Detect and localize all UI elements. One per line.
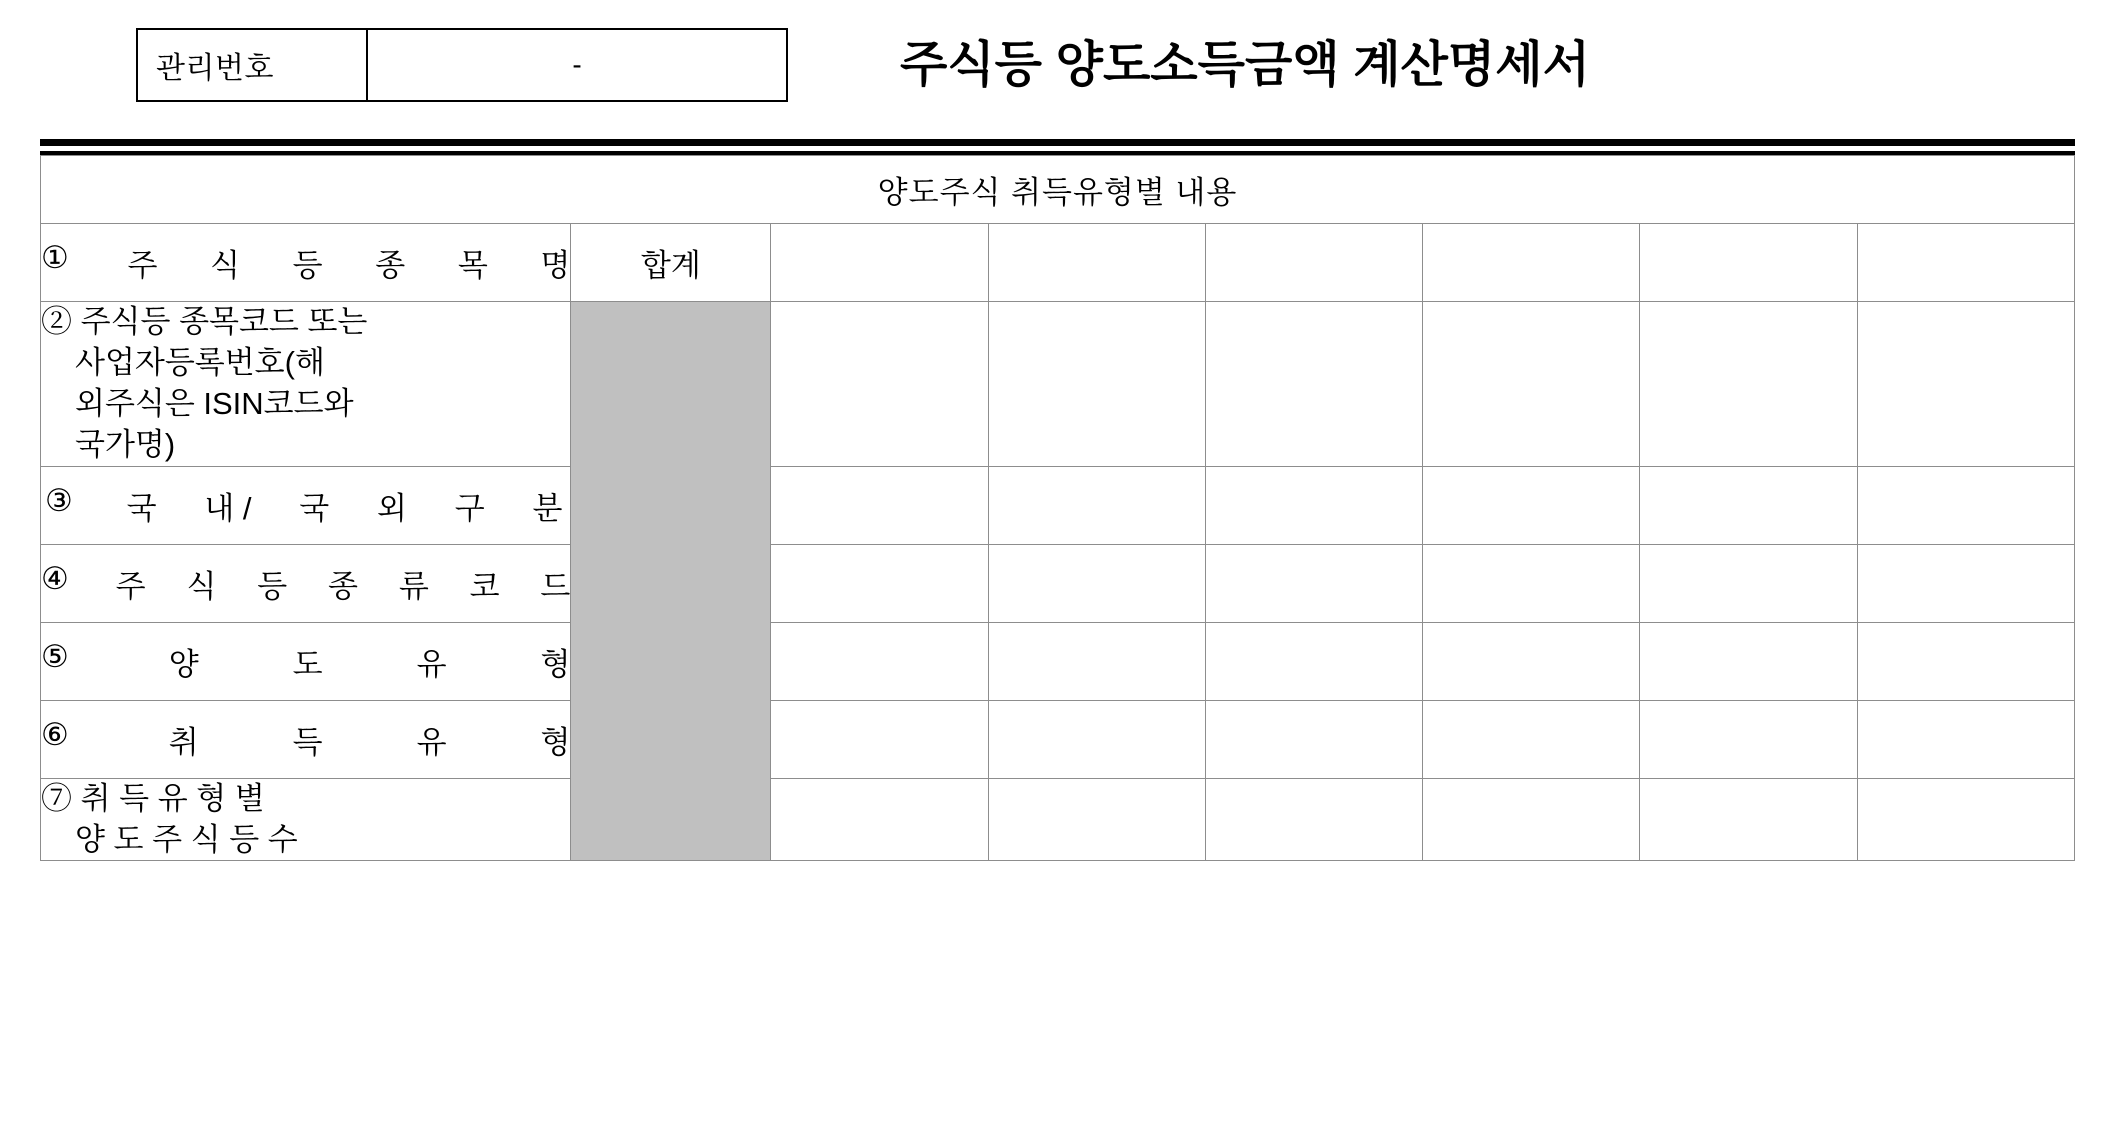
data-cell[interactable]: [771, 622, 988, 700]
row-marker-6: ⑥: [41, 716, 69, 752]
divider-thick-line: [40, 139, 2075, 146]
data-cell[interactable]: [1857, 302, 2074, 467]
data-cell[interactable]: [1423, 302, 1640, 467]
data-cell[interactable]: [1640, 622, 1857, 700]
row-label-part: 국: [126, 490, 157, 526]
data-cell[interactable]: [1857, 544, 2074, 622]
data-cell[interactable]: [988, 302, 1205, 467]
data-cell[interactable]: [1640, 778, 1857, 861]
row-label-part: 취: [168, 724, 199, 760]
data-cell[interactable]: [1640, 700, 1857, 778]
row-marker-5: ⑤: [41, 638, 69, 674]
section-title: 양도주식 취득유형별 내용: [41, 156, 2075, 224]
data-cell[interactable]: [1205, 778, 1422, 861]
row-label-stock-code: [41, 302, 571, 467]
data-cell[interactable]: [988, 622, 1205, 700]
data-cell[interactable]: [1423, 622, 1640, 700]
page-title: 주식등 양도소득금액 계산명세서: [900, 38, 1590, 92]
table-row: [41, 778, 2075, 861]
data-cell[interactable]: [771, 778, 988, 861]
data-cell[interactable]: [771, 544, 988, 622]
row-label-part: 종: [328, 568, 358, 604]
data-cell[interactable]: [1423, 544, 1640, 622]
data-cell[interactable]: [1857, 466, 2074, 544]
row-label-part: 외: [377, 490, 407, 526]
data-cell[interactable]: [1857, 700, 2074, 778]
data-cell[interactable]: [771, 302, 988, 467]
row-label-part: 식: [210, 248, 240, 283]
data-cell[interactable]: [1640, 544, 1857, 622]
row-label-line: 양 도 주 식 등 수: [75, 821, 298, 857]
row-label-part: 득: [292, 724, 323, 760]
data-cell[interactable]: [1423, 466, 1640, 544]
data-cell[interactable]: [1205, 700, 1422, 778]
row-label-part: 도: [292, 646, 323, 682]
data-cell[interactable]: [1857, 224, 2074, 302]
sum-column-shaded: [571, 302, 771, 861]
document-header: [40, 0, 2075, 125]
data-cell[interactable]: [1205, 622, 1422, 700]
table-row: [41, 302, 2075, 467]
row-label-line: ② 주식등 종목코드 또는: [41, 304, 368, 339]
row-label-part: 식: [186, 568, 217, 604]
row-label-acquisition-type: [41, 700, 571, 778]
data-cell[interactable]: [988, 700, 1205, 778]
row-label-line: 외주식은 ISIN코드와: [75, 385, 354, 421]
data-cell[interactable]: [1423, 700, 1640, 778]
table-row: [41, 466, 2075, 544]
row-label-part: 형: [540, 646, 571, 682]
row-label-stock-name: [41, 224, 571, 302]
management-number-label: 관리번호: [138, 30, 368, 100]
data-cell[interactable]: [771, 466, 988, 544]
row-label-transfer-shares-count: [41, 778, 571, 861]
row-marker-4: ④: [41, 560, 69, 596]
row-label-part: 주: [127, 248, 158, 283]
data-cell[interactable]: [1205, 466, 1422, 544]
data-cell[interactable]: [1423, 778, 1640, 861]
row-label-line: ⑦ 취 득 유 형 별: [41, 780, 265, 816]
data-cell[interactable]: [1205, 302, 1422, 467]
data-cell[interactable]: [1857, 778, 2074, 861]
row-label-part: 유: [416, 724, 447, 760]
row-marker-3: ③: [45, 482, 73, 518]
row-label-transfer-type: [41, 622, 571, 700]
data-cell[interactable]: [771, 700, 988, 778]
data-cell[interactable]: [988, 778, 1205, 861]
row-label-part: 등: [292, 248, 323, 283]
row-label-stock-type-code: [41, 544, 571, 622]
row-marker-1: ①: [41, 240, 69, 275]
row-label-part: 유: [416, 646, 447, 682]
table-section-title-row: [41, 156, 2075, 224]
data-cell[interactable]: [988, 544, 1205, 622]
header-divider: [40, 139, 2075, 155]
data-cell[interactable]: [1640, 466, 1857, 544]
row-label-part: 코: [469, 568, 500, 604]
data-cell[interactable]: [1205, 544, 1422, 622]
data-cell[interactable]: [1640, 224, 1857, 302]
management-number-box: [136, 28, 788, 102]
data-cell[interactable]: [988, 466, 1205, 544]
table-row: [41, 700, 2075, 778]
table-row: [41, 544, 2075, 622]
row-label-part: 명: [540, 248, 571, 283]
row-label-part: 등: [257, 568, 288, 604]
table-row: [41, 622, 2075, 700]
data-cell[interactable]: [988, 224, 1205, 302]
data-cell[interactable]: [1205, 224, 1422, 302]
management-number-value[interactable]: -: [572, 49, 582, 80]
row-label-part: 주: [115, 568, 146, 604]
row-label-line: 사업자등록번호(해: [75, 344, 325, 380]
data-cell[interactable]: [1423, 224, 1640, 302]
row-label-part: 종: [375, 248, 406, 283]
row-label-part: 내 /: [204, 490, 252, 526]
row-label-part: 목: [457, 248, 488, 283]
data-cell[interactable]: [1640, 302, 1857, 467]
row-label-part: 류: [398, 568, 429, 604]
row-label-part: 구: [454, 490, 485, 526]
row-label-part: 분: [532, 490, 563, 526]
row-label-part: 국: [299, 490, 330, 526]
data-cell[interactable]: [1857, 622, 2074, 700]
table-row: [41, 224, 2075, 302]
row-label-part: 형: [540, 724, 571, 760]
row-label-domestic-foreign: [41, 466, 571, 544]
row-label-part: 드: [540, 568, 571, 604]
transfer-stock-table: [40, 155, 2075, 861]
row-label-part: 양: [168, 646, 199, 682]
sum-column-header: 합계: [571, 224, 771, 302]
data-cell[interactable]: [771, 224, 988, 302]
row-label-line: 국가명): [75, 426, 176, 462]
